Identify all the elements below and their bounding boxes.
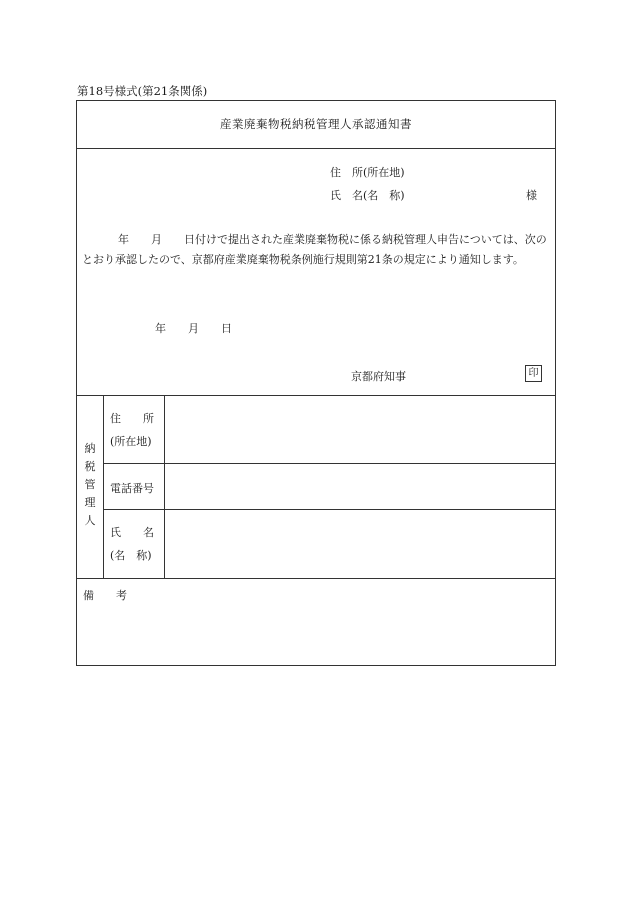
tax-agent-heading-cell [77, 396, 104, 578]
tax-agent-section [77, 395, 555, 579]
notice-date: 年 月 日 [155, 322, 232, 335]
agent-address-sublabel: (所在地) [110, 435, 152, 448]
row-divider [103, 463, 555, 464]
document-title: 産業廃棄物税納税管理人承認通知書 [77, 101, 555, 149]
remarks-label: 備 考 [83, 589, 127, 602]
tax-agent-heading: 納税管理人 [84, 442, 96, 527]
agent-address-label: 住 所 [110, 412, 154, 425]
agent-name-sublabel: (名 称) [110, 549, 152, 562]
notice-body: 年 月 日付けで提出された産業廃棄物税に係る納税管理人申告については、次のとおり承認したので、京都府産業廃棄物税条例施行規則第21条の規定により通知します。 [82, 233, 547, 266]
addressee-name-label: 氏 名(名 称) [330, 189, 405, 202]
honorific: 様 [526, 189, 537, 202]
form-number: 第18号様式(第21条関係) [77, 84, 208, 98]
seal-mark: 印 [525, 365, 542, 382]
addressee-address-label: 住 所(所在地) [330, 166, 405, 179]
row-divider [103, 509, 555, 510]
notice-form [76, 100, 556, 666]
agent-name-label: 氏 名 [110, 526, 154, 539]
agent-phone-label: 電話番号 [110, 482, 154, 495]
issuer-name: 京都府知事 [351, 370, 406, 383]
